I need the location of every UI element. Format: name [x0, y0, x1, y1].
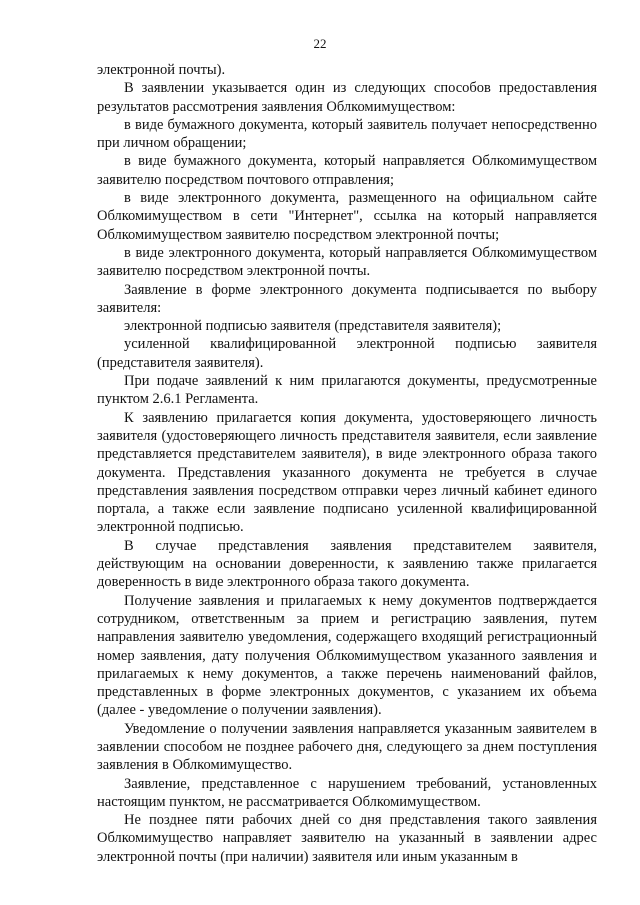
paragraph-option-electronic-email: в виде электронного документа, который направляется Облкомимуществом заявителю посредством электронной почты.: [97, 244, 597, 280]
paragraph-identity-document: К заявлению прилагается копия документа, удостоверяющего личность заявителя (удостоверяющего личность представителя заявителя, если заявление представляется представителем заявителя), в виде электронного образа такого документа. Представления указанного документа не требуется в случае представления заявления посредством отправки через личный кабинет единого портала, а также если заявление подписано усиленной квалифицированной электронной подписью.: [97, 409, 597, 536]
paragraph-signature-intro: Заявление в форме электронного документа подписывается по выбору заявителя:: [97, 281, 597, 316]
paragraph-signature-qualified: усиленной квалифицированной электронной подписью заявителя (представителя заявителя).: [97, 336, 597, 371]
document-body: [97, 61, 597, 866]
paragraph-five-days: Не позднее пяти рабочих дней со дня представления такого заявления Облкомимущество направляет заявителю на указанный в заявлении адрес электронной почты (при наличии) заявителя или иным указанным в: [97, 812, 597, 865]
paragraph-option-electronic-website: в виде электронного документа, размещенного на официальном сайте Облкомимуществом в сети "Интернет", ссылка на который направляется Облкомимуществом заявителю посредством электронной почты;: [97, 190, 597, 243]
paragraph-signature-simple: электронной подписью заявителя (представителя заявителя);: [124, 318, 502, 335]
paragraph-rejection: Заявление, представленное с нарушением требований, установленных настоящим пунктом, не рассматривается Облкомимуществом.: [97, 775, 597, 810]
paragraph-option-paper-in-person: в виде бумажного документа, который заявитель получает непосредственно при личном обращении;: [97, 116, 597, 152]
paragraph-attached-documents: При подаче заявлений к ним прилагаются документы, предусмотренные пунктом 2.6.1 Регламента.: [97, 373, 597, 408]
paragraph-delivery-methods-intro: В заявлении указывается один из следующих способов предоставления результатов рассмотрения заявления Облкомимуществом:: [97, 80, 597, 115]
paragraph-continuation: электронной почты).: [97, 62, 226, 78]
page-number: 22: [313, 36, 327, 51]
paragraph-option-paper-by-post: в виде бумажного документа, который направляется Облкомимуществом заявителю посредством почтового отправления;: [97, 153, 597, 188]
paragraph-receipt-confirmation: Получение заявления и прилагаемых к нему документов подтверждается сотрудником, ответственным за прием и регистрацию заявления, путем направления заявителю уведомления, содержащего входящий регистрационный номер заявления, дату получения Облкомимуществом указанного заявления и прилагаемых к нему документов, а также перечень наименований файлов, представленных в форме электронных документов, с указанием их объема (далее - уведомление о получении заявления).: [97, 592, 597, 719]
paragraph-power-of-attorney: В случае представления заявления представителем заявителя, действующим на основании доверенности, к заявлению также прилагается доверенность в виде электронного образа такого документа.: [97, 537, 597, 591]
paragraph-notification-timing: Уведомление о получении заявления направляется указанным заявителем в заявлении способом не позднее рабочего дня, следующего за днем поступления заявления в Облкомимущество.: [97, 720, 597, 774]
